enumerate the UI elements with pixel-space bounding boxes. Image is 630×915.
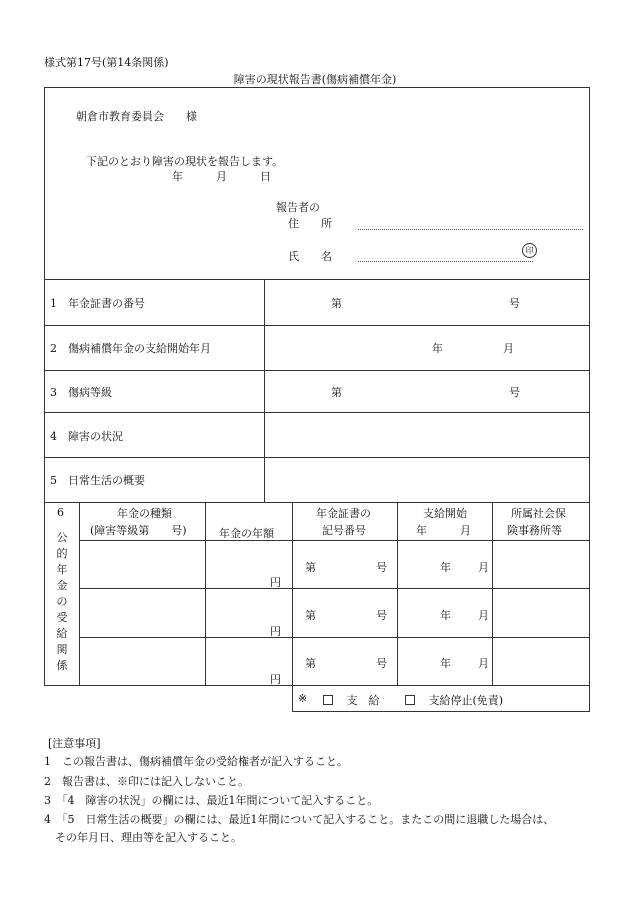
item-label: 3 傷病等級: [50, 386, 112, 399]
item-value: 月: [503, 342, 514, 355]
cell-dai: 第: [305, 657, 316, 670]
item-label: 5 日常生活の概要: [50, 474, 145, 487]
item-value: 年: [432, 342, 443, 355]
item-label: 2 傷病補償年金の支給開始年月: [50, 342, 211, 355]
checkbox-suspended[interactable]: [405, 692, 503, 708]
section6-vertical-label: 公的年金の受給関係: [56, 531, 68, 672]
item-value: 第: [331, 386, 342, 399]
header-office: 所属社会保: [511, 507, 566, 520]
cell-yen: 円: [270, 625, 281, 638]
header-office: 険事務所等: [507, 524, 562, 537]
header-start: 支給開始: [423, 507, 467, 520]
cell-month: 月: [478, 657, 489, 670]
checkbox-icon[interactable]: [323, 695, 333, 705]
note-line: 3 「4 障害の状況」の欄には、最近1年間について記入すること。: [44, 794, 379, 807]
address-line[interactable]: [358, 229, 583, 230]
reporter-label: 報告者の: [276, 201, 320, 214]
checkbox-icon[interactable]: [405, 695, 415, 705]
header-cert: 記号番号: [322, 524, 366, 537]
cell-go: 号: [376, 561, 387, 574]
name-label: 氏 名: [288, 250, 332, 263]
section6-number: 6: [57, 506, 64, 519]
address-label: 住 所: [288, 217, 332, 230]
cell-month: 月: [478, 609, 489, 622]
header-start: 年 月: [416, 524, 471, 537]
cell-month: 月: [478, 561, 489, 574]
item-value: 号: [509, 386, 520, 399]
cell-yen: 円: [270, 673, 281, 686]
cell-go: 号: [376, 657, 387, 670]
addressee: 朝倉市教育委員会 様: [76, 110, 197, 123]
date-line: 年 月 日: [172, 170, 271, 183]
note-line: 4 「5 日常生活の概要」の欄には、最近1年間について記入すること。またこの間に退職した場合は、: [44, 813, 555, 826]
header-type: 年金の種類: [117, 507, 172, 520]
cell-dai: 第: [305, 561, 316, 574]
seal-icon: 印: [522, 243, 537, 258]
cell-year: 年: [440, 657, 451, 670]
item-value: 号: [509, 297, 520, 310]
option-suspended-label: 支給停止(免責): [428, 694, 504, 707]
option-payment-label: 支 給: [346, 694, 380, 707]
cell-year: 年: [440, 609, 451, 622]
item-value: 第: [331, 297, 342, 310]
header-amount: 年金の年額: [219, 527, 274, 540]
header-cert: 年金証書の: [316, 507, 371, 520]
note-line: 2 報告書は、※印には記入しないこと。: [44, 775, 249, 788]
note-line: 1 この報告書は、傷病補償年金の受給権者が記入すること。: [44, 755, 348, 768]
name-line[interactable]: [358, 261, 533, 262]
item-label: 1 年金証書の番号: [50, 297, 145, 310]
form-number: 様式第17号(第14条関係): [44, 56, 169, 69]
notes-heading: [注意事項]: [48, 737, 101, 750]
cell-year: 年: [440, 561, 451, 574]
cell-go: 号: [376, 609, 387, 622]
note-line: その年月日、理由等を記入すること。: [44, 831, 242, 844]
header-type: (障害等級第 号): [90, 524, 187, 537]
checkbox-payment[interactable]: [323, 692, 380, 708]
intro-text: 下記のとおり障害の現状を報告します。: [86, 155, 284, 168]
cell-dai: 第: [305, 609, 316, 622]
cell-yen: 円: [270, 576, 281, 589]
form-title: 障害の現状報告書(傷病補償年金): [233, 73, 397, 86]
office-use-mark: ※: [298, 692, 308, 705]
item-label: 4 障害の状況: [50, 430, 123, 443]
